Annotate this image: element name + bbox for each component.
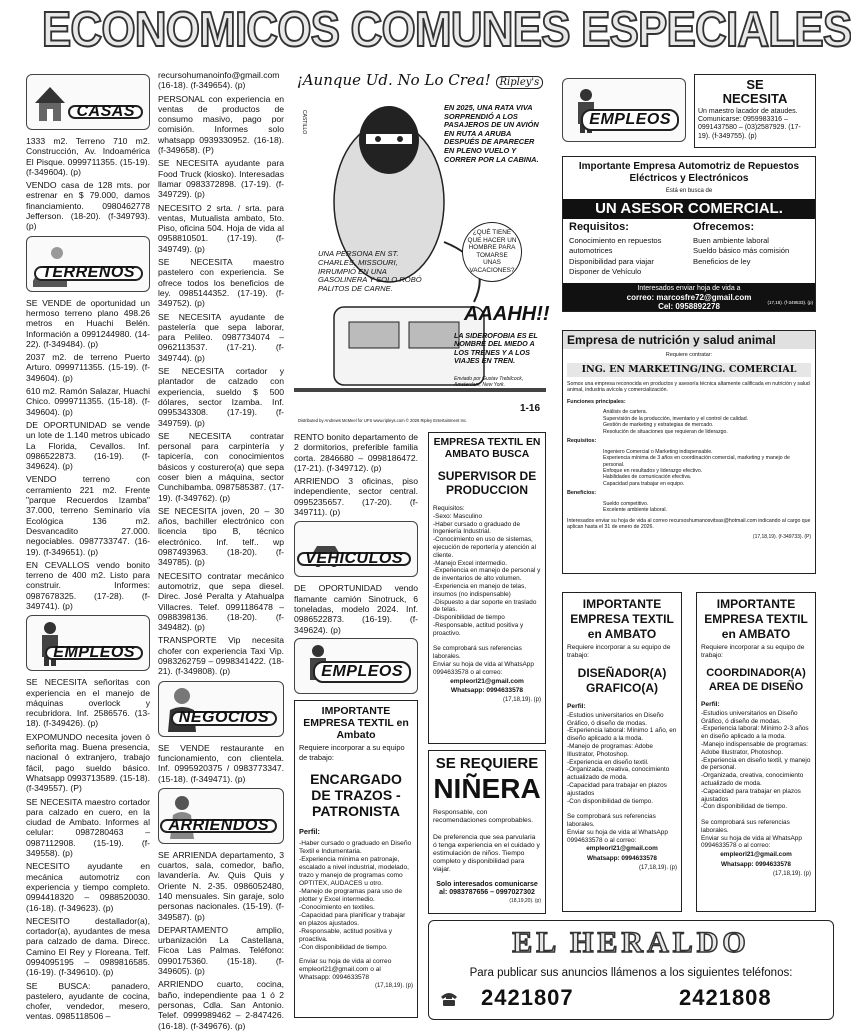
ad-title: SE NECESITA — [722, 77, 788, 106]
classified-ad: DE OPORTUNIDAD se vende un lote de 1.140 metros ubicado La Florida, Cevallos. Inf. 0986522873. (16-19). (f-349624). (p) — [26, 419, 150, 472]
ad-code: (17,18,19). (p) — [638, 864, 677, 871]
section-label: CASAS — [68, 105, 143, 119]
section-label: TERRENOS — [34, 266, 143, 280]
section-logo-empleos — [26, 615, 150, 671]
classified-ad: ARRIENDO cuarto, cocina, baño, independiente paa 1 ó 2 personas, Cdla. San Antonio. Telef. 0999989462 – 2-847426. (16-18). (f-349676). (p) — [158, 979, 284, 1031]
ad-intro: Somos una empresa reconocida en productos y asesoría técnica altamente calificada en nutrición y salud animal, industria avícola y comercialización. — [567, 380, 810, 394]
ad-disenador — [562, 592, 682, 912]
section-label: EMPLEOS — [313, 661, 411, 683]
classified-ad: PERSONAL con experiencia en ventas de productos de consumo masivo, pago por comisión. Informes solo whatsapp 0939330952. (16-18). (f-349658). (P) — [158, 93, 284, 156]
comic-brand: Ripley's — [496, 76, 544, 89]
comic-title: ¡Aunque Ud. No Lo Crea! — [296, 71, 491, 89]
ad-title: IMPORTANTE EMPRESA TEXTIL en AMBATO — [704, 597, 808, 641]
classified-ad: DEPARTAMENTO amplio, urbanización La Castellana, Ficoa Las Palmas. Teléfono: 0990175360. (15-18). (f-349605). (p) — [158, 924, 284, 977]
section-label: VEHICULOS — [297, 552, 411, 566]
ad-code: (17,18,19). (f-349733). (P) — [752, 533, 811, 540]
ad-requirements: -Estudios universitarios en Diseño Gráfico, ó diseño de modas. -Experiencia laboral: Mínimo 2-3 años en diseño aplicado a la moda. -Manejo indispensable de programas: Adobe Illustrator, Photoshop. -Experiencia en diseño textil, y manejo de personal. -Organizada, creativa, conocimiento actualizado de moda. -Capacidad para trabajar en plazos ajustados -Con disponibilidad de tiempo. Se comprobará sus referencias laborales. Enviar su hoja de vida al WhatsApp 0994633578 o al correo: — [701, 709, 811, 850]
ad-email: empleorl21@gmail.com — [720, 851, 792, 859]
section-label: EMPLEOS — [581, 109, 679, 131]
comic-speech-bubble: ¿QUÉ TIENE QUE HACER UN HOMBRE PARA TOMARSE UNAS VACACIONES? — [462, 222, 522, 282]
classified-ad: recursohumanoinfo@gmail.com (16-18). (f-349654). (p) — [158, 70, 280, 91]
ad-role: DISEÑADOR(A) GRAFICO(A) — [577, 666, 667, 695]
ad-whatsapp: Whatsapp: 0994633578 — [721, 860, 791, 868]
ad-beneficios: Sueldo competitivo. Excelente ambiente laboral. — [603, 501, 668, 514]
ad-title: IMPORTANTE EMPRESA TEXTIL en Ambato — [303, 705, 409, 741]
classified-ad: SE BUSCA: panadero, pastelero, ayudante de cocina, chofer, vendedor, mesero, ventas. 0985118506 – — [26, 980, 150, 1022]
classified-ad: TRANSPORTE Vip necesita chofer con experiencia Taxi Vip. 0983262759 – 0998341422. (18-21). (f-349808). (p) — [158, 635, 284, 677]
classified-ad: 2037 m2. de terreno Puerto Arturo. 0999711355. (15-19). (f-349604). (p) — [26, 352, 150, 383]
classified-ad: SE NECESITA cortador y plantador de calzado con experiencia, sueldo $ 500 dólares, sector Izamba. Inf. 0995343308. (17-19). (f-349759). (p) — [158, 366, 284, 428]
ad-title: IMPORTANTE EMPRESA TEXTIL en AMBATO — [570, 597, 674, 641]
ad-title: EMPRESA TEXTIL EN AMBATO BUSCA — [433, 437, 541, 460]
ad-code: (17,18,19). (p) — [374, 983, 413, 990]
ad-contact: Enviar su hoja de vida al correo empleorl21@gmail.com o al Whatsapp: 0994633578 — [299, 958, 392, 982]
classified-ad: EN CEVALLOS vendo bonito terreno de 400 m2. Listo para construir. Informes: 0987678325. (17-28). (f-349741). (p) — [26, 559, 150, 611]
ad-requisitos — [569, 220, 685, 278]
ripleys-comic — [294, 70, 550, 426]
section-logo-arriendos — [158, 788, 284, 844]
header-title: ECONOMICOS COMUNES ESPECIALES — [41, 3, 851, 57]
ad-subtitle: Requiere incorporar a su equipo de trabajo: — [567, 644, 671, 659]
ad-requirements: -Haber cursado o graduado en Diseño Textil e Indumentaria. -Experiencia mínima en patronaje, escalado a nivel industrial, modelado, trazo y manejo de programas como OPTITEX, AUDACES u otro. -Manejo de programas para uso de plotter y Excel intermedio. -Conocimiento en textiles. -Capacidad para planificar y trabajar en plazos ajustados. -Responsable, actitud positiva y proactiva. -Con disponibilidad de tiempo. — [299, 840, 412, 952]
comic-footer: Distributed by Andrews McMeel for UFS www.ripleys.com © 2026 Ripley Entertainment Inc. — [298, 418, 468, 423]
section-logo-empleos-3 — [562, 78, 686, 142]
ad-title: Importante Empresa Automotriz de Repuestos Eléctricos y Electrónicos — [578, 161, 800, 184]
ad-busca: Está en busca de — [665, 188, 713, 194]
ad-whatsapp: Whatsapp: 0994633578 — [450, 687, 524, 695]
heraldo-text: Para publicar sus anuncios llámenos a los siguientes teléfonos: — [469, 967, 793, 979]
ad-subtitle: Requiere incorporar a su equipo de trabajo: — [299, 743, 405, 762]
ad-title: Empresa de nutrición y salud animal — [563, 331, 815, 349]
ad-requisitos-heading: Requisitos: — [567, 438, 597, 445]
page-header — [0, 0, 851, 60]
classified-ad: SE NECESITA maestro cortador para calzado en cuero, en la ciudad de Ambato. Informes al celular: 0987280463 – 0987112908. (15-19). (f-349558). (p) — [26, 796, 150, 859]
ad-code: (18,19,20). (p) — [509, 898, 541, 905]
telephone-icon — [439, 991, 459, 1007]
ad-repuestos — [562, 156, 816, 312]
classified-ad: SE VENDE restaurante en funcionamiento, con clientela. Inf. 0995920375 / 0983773347. (15-18). (f-349471). (p) — [158, 742, 284, 784]
comic-caption-top: EN 2025, UNA RATA VIVA SORPRENDIÓ A LOS PASAJEROS DE UN AVIÓN EN RUTA A ARUBA DESPUÉS DE APARECER EN PLENO VUELO Y CORRER POR LA CABINA. — [444, 103, 539, 164]
ad-title: SE REQUIERE — [435, 755, 539, 772]
section-logo-terrenos — [26, 236, 150, 292]
column-1 — [26, 70, 150, 1020]
comic-date: 1-16 — [520, 403, 541, 414]
ad-beneficios-heading: Beneficios: — [567, 490, 597, 497]
ad-footer-phone: Cel: 0958892278 — [658, 302, 720, 311]
ad-perfil-label: Perfil: — [701, 701, 720, 708]
ad-requisitos: Ingeniero Comercial o Marketing indispensable. Experiencia mínima de 3 años en coordinación comercial, marketing y manejo de personal. Enfoque en resultados y liderazgo efectivo. Habilidades de comunicación efectiva. Capacidad para trabajar en equipo. — [603, 448, 790, 487]
ad-code: (17,18). (f-349533). (p) — [767, 300, 813, 306]
ad-whatsapp: Whatsapp: 0994633578 — [587, 855, 657, 863]
column-3 — [294, 432, 418, 635]
heraldo-banner — [428, 920, 834, 1020]
ad-funciones: Análisis de cartera. Supervisión de la producción, inventario y el control de calidad. Gestión de marketing y estrategias de mercado. Resolución de situaciones que requieran de liderazgo. — [603, 409, 749, 435]
ad-footer-line1: Interesados enviar hoja de vida a — [637, 285, 741, 292]
ad-code: (17,18,19). (p) — [772, 870, 811, 877]
ad-req-list: Conocimiento en repuestos automotrices Disponibilidad para viajar Disponer de Vehículo — [569, 235, 662, 277]
comic-submit-credit: Enviado por Gustav Trebilcock, Amsterdam, New York. — [454, 376, 524, 388]
ad-role: COORDINADOR(A) AREA DE DISEÑO — [706, 667, 806, 693]
classified-ad: VENDO terreno con cerramiento 221 m2. Frente "parque Recuerdos Izamba" 37.000, terreno Seminario vía Ecológica 136 m2. Desvancadito 27.000. negociables. 0987733747. (16-19). (f-349651). (p) — [26, 474, 150, 557]
ad-email: empleorl21@gmail.com — [586, 845, 658, 853]
ad-role: SUPERVISOR DE PRODUCCION — [437, 469, 537, 497]
classified-ad: SE NECESITA ayudante de pastelería que sepa laborar, para Pelileo. 0987734074 – 0962113537. (17-21). (f-349744). (p) — [158, 311, 284, 363]
section-logo-vehiculos — [294, 521, 418, 577]
classified-ad: RENTO bonito departamento de 2 dormitorios, preferible familia corta. 2846680 – 0998186472. (17-21). (f-349712). (p) — [294, 432, 418, 473]
classified-ad: EXPOMUNDO necesita joven ó señorita mag. Buena presencia, nacional ó extranjero, trabajo fácil, pago sueldo básico. Whatsapp 0993713589. (15-18). (f-349557). (P) — [26, 731, 150, 794]
classified-ad: SE NECESITA señoritas con experiencia en el manejo de máquinas overlock y recubridora. Inf. 2586576. (13-18). (f-349426). (p) — [26, 677, 150, 729]
ad-code: (17,18,19). (p) — [502, 697, 541, 704]
ad-perfil-label: Perfil: — [567, 703, 586, 710]
classified-ad: 1333 m2. Terreno 710 m2. Construcción, Av. Indoamérica El Pisque. 0999711355. (15-19). (f-349604). (p) — [26, 136, 150, 177]
section-label: NEGOCIOS — [171, 711, 277, 725]
ad-ofr-heading: Ofrecemos: — [693, 220, 755, 233]
ad-text: Un maestro lacador de ataudes. Comunicarse: 0959983316 – 0991437580 – (03)2587929. (17-19). (f-349755). (p) — [698, 108, 801, 140]
classified-ad: NECESITO 2 srta. / srta. para ventas, Mutualista ambato, 5to. Piso, oficina 504. Hoja de vida al 0958810501. (17-19). (f-349749). (p) — [158, 202, 284, 254]
classified-ad: SE NECESITA joven, 20 – 30 años, bachiller electrónico con licencia tipo B, técnico electrónico. Inf. telf.. wp 0987493963. (18-20). (f-349785). (p) — [158, 505, 284, 568]
section-label: EMPLEOS — [45, 646, 143, 660]
classified-ad: NECESITO ayudante en mecánica automotriz con experiencia y tiempo completo. 0994418320 – 0988520030. (16-18). (f-349623). (p) — [26, 861, 150, 913]
heraldo-phones — [429, 985, 833, 1015]
ad-ofrecemos — [693, 220, 809, 278]
ad-textil-patronista — [294, 700, 418, 1018]
comic-caption-bottom: LA SIDEROFOBIA ES EL NOMBRE DEL MIEDO A LOS TRENES Y A LOS VIAJES EN TREN. — [454, 331, 538, 366]
ad-textil-supervisor — [428, 432, 546, 744]
classified-ad: SE VENDE de oportunidad un hermoso terreno plano 498.26 metros en Huachi Belén. Información a 0991244980. (14-22). (f-349484). (p) — [26, 297, 150, 349]
section-logo-negocios — [158, 681, 284, 737]
ad-role: NIÑERA — [433, 773, 541, 804]
classified-ad: SE NECESITA contratar personal para carpintería y tapicería, con conocimientos básicos y costurero(a) que sepa coser bien a máquina, sector Cunchibamba. 0987585387. (17-19). (f-349762). (p) — [158, 430, 284, 503]
comic-exclaim: AAAHH!! — [464, 303, 550, 325]
ad-requirements: -Estudios universitarios en Diseño Gráfico, ó diseño de modas. -Experiencia laboral: Mínimo 1 año, en diseño aplicado a la moda. -Manejo de programas: Adobe Illustrator, Photoshop. -Experiencia en diseño textil. -Organizada, creativa, conocimiento actualizado de moda. -Capacidad para trabajar en plazos ajustados -Con disponibilidad de tiempo. Se comprobará sus referencias laborales. Enviar su hoja de vida al WhatsApp 0994633578 o al correo: — [567, 711, 677, 844]
heraldo-phone-1: 2421807 — [481, 985, 574, 1010]
ad-contact: Interesados enviar su hoja de vida al correo recursoshumanosvitsas@hotmail.com indicando al cargo que aplican hasta el 31 de enero de 2026. — [567, 517, 811, 531]
comic-caption-mid: UNA PERSONA EN ST. CHARLES, MISSOURI, IRRUMPIÓ EN UNA GASOLINERA Y SOLO ROBÓ PALITOS DE CARNE. — [318, 249, 422, 294]
ad-funciones-heading: Funciones principales: — [567, 398, 626, 405]
house-icon — [33, 79, 67, 125]
ad-coordinador — [696, 592, 816, 912]
classified-ad: SE NECESITA ayudante para Food Truck (kiosko). Interesadas llamar 0983372898. (17-19). (f-349729). (p) — [158, 158, 284, 200]
ad-req-heading: Requisitos: — [569, 220, 629, 233]
ad-contact: Solo interesados comunicarse al: 0983787656 – 0997027302 — [436, 880, 538, 897]
ad-ofr-list: Buen ambiente laboral Sueldo básico más comisión Beneficios de ley — [693, 235, 790, 266]
ad-role: ING. EN MARKETING/ING. COMERCIAL — [567, 363, 811, 377]
section-label: ARRIENDOS — [160, 819, 277, 833]
section-logo-casas — [26, 74, 150, 130]
heraldo-phone-2: 2421808 — [679, 985, 772, 1010]
classified-ad: NECESITO contratar mecánico automotriz, que sepa diesel. Direc. José Peralta y Atahualpa Villacres. Telef. 0991186478 – 0988398136. (18-20). (f-349482). (p) — [158, 570, 284, 633]
ad-footer-email: correo: marcosfre72@gmail.com — [626, 293, 752, 302]
ad-nutricion — [562, 330, 816, 574]
ad-role: ENCARGADO DE TRAZOS - PATRONISTA — [310, 770, 402, 819]
column-2 — [158, 70, 284, 1031]
ad-perfil-label: Perfil: — [299, 826, 320, 836]
classified-ad: SE NECESITA maestro pastelero con experiencia. Se ofrece todos los beneficios de ley. 0985144352. (17-19). (f-349752). (p) — [158, 257, 284, 309]
ad-subtitle: Requiere incorporar a su equipo de trabajo: — [701, 644, 805, 659]
classified-ad: 610 m2. Ramón Salazar, Huachi Chico. 0999711355. (15-18). (f-349604). (p) — [26, 386, 150, 417]
heraldo-title: EL HERALDO — [512, 926, 750, 959]
classified-ad: SE ARRIENDA departamento, 3 cuartos, sala, comedor, baño, lavandería. Av. Quis Quis y Oriente N. 2-35. 0986052480, 140 mensuales. Sin garaje, solo personas nacionales. (15-19). (f-349587). (p) — [158, 849, 284, 922]
ad-ninera — [428, 750, 546, 914]
ad-se-necesita — [694, 74, 816, 148]
ad-text: Responsable, con recomendaciones comprobables. De preferencia que sea parvularia ó tenga experiencia en el cuidado y estimulación de niños. Tiempo completo y disponibilidad para viajar. — [433, 809, 540, 874]
ad-email: empleorl21@gmail.com — [450, 677, 524, 685]
classified-ad: ARRIENDO 3 oficinas, piso independiente, sector central. 0995235657. (17-20). (f-349711). (p) — [294, 476, 418, 518]
classified-ad: VENDO casa de 128 mts. por estrenar en $ 79.000, damos financiamiento. 0980462778 Jefferson. (18-20). (f-349793). (p) — [26, 180, 150, 232]
ad-columns — [563, 219, 815, 282]
ad-req: Requiere contratar: — [665, 352, 713, 358]
classified-ad: NECESITO destallador(a), cortador(a), ayudantes de mesa para calzado de dama. Direcc. Camino El Rey y Floreana. Telf. 0994095195 – 0989816585. (16-19). (f-349610). (p) — [26, 915, 150, 978]
comic-side-credit: CASTILLO — [300, 110, 307, 135]
ad-requirements: Requisitos: -Sexo: Masculino -Haber cursado o graduado de Ingeniería Industrial. -Conocimiento en uso de sistemas, ejecución de reportería y atención al cliente. -Manejo Excel intermedio. -Experiencia en manejo de personal y de inventarios de alto volumen. -Experiencia en manejo de telas, insumos (no indispensable) -Dispuesto a dar soporte en traslado de telas. -Disponibilidad de tiempo -Responsable, actitud positiva y proactivo. Se comprobará sus referencias laborales. Enviar su hoja de vida al WhatsApp 0994633578 o al correo: — [433, 505, 541, 676]
classified-ad: DE OPORTUNIDAD vendo flamante camión Sinotruck, 6 toneladas, modelo 2024. Inf. 0986522873. (16-19). (f-349624). (p) — [294, 583, 418, 635]
ad-role: UN ASESOR COMERCIAL. — [563, 199, 815, 219]
section-logo-empleos-2 — [294, 638, 418, 694]
